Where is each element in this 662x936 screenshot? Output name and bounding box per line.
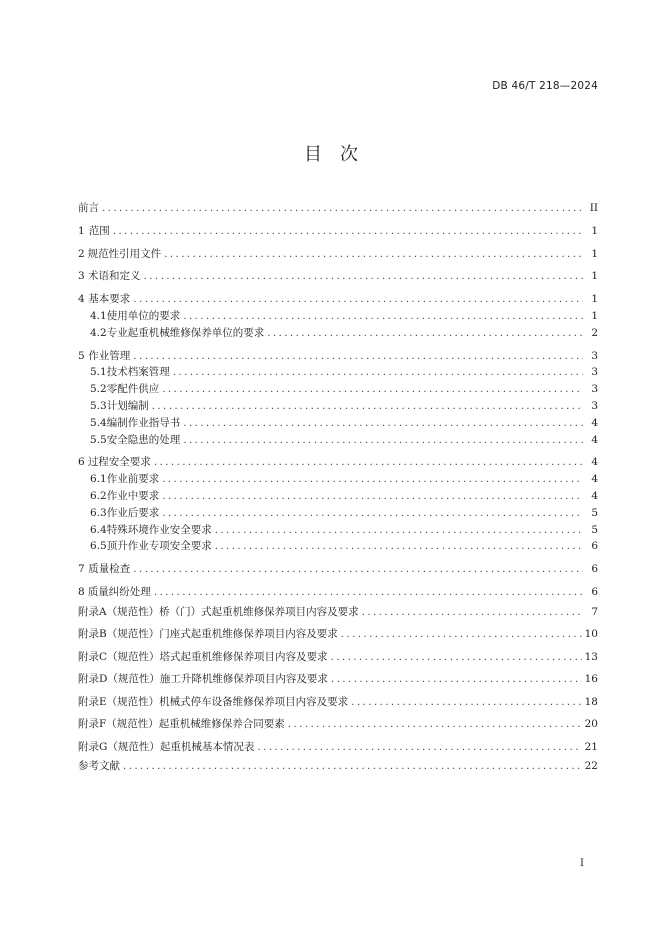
toc-entry-5[interactable]	[78, 348, 598, 365]
toc-entry-page: 7	[591, 605, 598, 618]
toc-entry-number: 6.1	[90, 473, 107, 486]
toc-entry-title: 作业管理	[88, 349, 131, 362]
toc-entry-number: 5.2	[90, 383, 107, 396]
leader-dots	[164, 246, 583, 263]
toc-entry-number: 附录G（规范性）	[78, 740, 160, 753]
toc-entry-number: 5.5	[90, 433, 107, 446]
toc-entry-4-1[interactable]	[78, 308, 598, 325]
toc-entry-number: 6.5	[90, 540, 107, 553]
table-of-contents	[78, 200, 598, 775]
toc-entry-4-2[interactable]	[78, 325, 598, 342]
leader-dots	[102, 200, 583, 217]
toc-entry-page: 4	[591, 489, 598, 502]
toc-entry-page: 3	[591, 366, 598, 379]
toc-entry-page: 3	[591, 399, 598, 412]
toc-entry-3[interactable]	[78, 268, 598, 285]
toc-entry-page: 4	[591, 433, 598, 446]
toc-entry-title: 作业中要求	[106, 489, 160, 502]
toc-entry-number: 6.3	[90, 506, 107, 519]
standard-code: DB 46/T 218—2024	[492, 80, 598, 92]
toc-entry-appendix-a[interactable]	[78, 601, 598, 624]
page-number: I	[580, 858, 584, 869]
toc-entry-number: 6.4	[90, 523, 107, 536]
toc-entry-title: 技术档案管理	[106, 366, 170, 379]
toc-entry-number: 4.2	[90, 326, 107, 339]
toc-entry-page: 1	[591, 309, 598, 322]
toc-entry-appendix-b[interactable]	[78, 623, 598, 646]
toc-entry-appendix-f[interactable]	[78, 713, 598, 736]
toc-entry-5-5[interactable]	[78, 432, 598, 449]
toc-entry-title: 塔式起重机维修保养项目内容及要求	[159, 650, 328, 663]
leader-dots	[183, 308, 583, 325]
toc-entry-6-2[interactable]	[78, 488, 598, 505]
toc-entry-title: 专业起重机械维修保养单位的要求	[106, 326, 265, 339]
toc-entry-page: 1	[591, 224, 598, 237]
leader-dots	[133, 348, 583, 365]
toc-entry-6-4[interactable]	[78, 522, 598, 539]
toc-entry-title: 安全隐患的处理	[106, 433, 181, 446]
leader-dots	[123, 758, 582, 775]
leader-dots	[162, 505, 583, 522]
toc-entry-page: 4	[591, 456, 598, 469]
toc-entry-title: 机械式停车设备维修保养项目内容及要求	[159, 695, 349, 708]
toc-entry-page: 1	[591, 270, 598, 283]
toc-entry-page: 21	[584, 740, 598, 753]
toc-entry-page: II	[589, 202, 598, 214]
leader-dots	[154, 584, 583, 601]
toc-entry-page: 2	[591, 326, 598, 339]
toc-entry-page: 18	[584, 695, 598, 708]
toc-entry-page: 4	[591, 473, 598, 486]
toc-entry-title: 编制作业指导书	[106, 416, 181, 429]
leader-dots	[331, 646, 582, 669]
toc-entry-page: 10	[584, 628, 598, 641]
toc-entry-number: 附录F（规范性）	[78, 718, 159, 731]
leader-dots	[162, 381, 583, 398]
toc-entry-5-2[interactable]	[78, 381, 598, 398]
toc-entry-page: 5	[591, 523, 598, 536]
toc-entry-number: 附录A（规范性）	[78, 605, 160, 618]
toc-entry-7[interactable]	[78, 561, 598, 578]
leader-dots	[257, 736, 581, 759]
toc-entry-appendix-e[interactable]	[78, 691, 598, 714]
toc-entry-page: 22	[584, 760, 598, 773]
toc-entry-page: 5	[591, 506, 598, 519]
toc-entry-appendix-c[interactable]	[78, 646, 598, 669]
toc-entry-page: 4	[591, 416, 598, 429]
toc-entry-number: 3	[78, 270, 85, 283]
toc-entry-title: 参考文献	[78, 760, 120, 773]
leader-dots	[133, 291, 583, 308]
leader-dots	[162, 471, 583, 488]
toc-entry-title: 施工升降机维修保养项目内容及要求	[159, 673, 328, 686]
toc-entry-6[interactable]	[78, 454, 598, 471]
toc-entry-page: 6	[591, 585, 598, 598]
toc-entry-page: 6	[591, 563, 598, 576]
toc-entry-title: 规范性引用文件	[87, 247, 162, 260]
toc-entry-title: 术语和定义	[88, 270, 141, 283]
toc-entry-5-1[interactable]	[78, 364, 598, 381]
toc-entry-2[interactable]	[78, 246, 598, 263]
toc-entry-page: 16	[584, 673, 598, 686]
leader-dots	[362, 601, 583, 624]
toc-entry-foreword[interactable]	[78, 200, 598, 217]
toc-entry-number: 5	[78, 349, 85, 362]
toc-entry-1[interactable]	[78, 223, 598, 240]
toc-entry-title: 前言	[78, 202, 99, 214]
leader-dots	[288, 713, 582, 736]
toc-entry-title: 作业后要求	[106, 506, 160, 519]
toc-entry-number: 附录D（规范性）	[78, 673, 160, 686]
toc-entry-5-3[interactable]	[78, 398, 598, 415]
toc-entry-6-1[interactable]	[78, 471, 598, 488]
leader-dots	[173, 364, 583, 381]
toc-entry-number: 附录B（规范性）	[78, 628, 160, 641]
toc-entry-6-3[interactable]	[78, 505, 598, 522]
toc-entry-title: 顶升作业专项安全要求	[106, 540, 212, 553]
toc-entry-title: 质量纠纷处理	[87, 585, 151, 598]
toc-entry-number: 7	[78, 563, 85, 576]
toc-entry-page: 1	[591, 247, 598, 260]
toc-entry-page: 3	[591, 349, 598, 362]
toc-entry-number: 5.3	[90, 399, 107, 412]
leader-dots	[162, 488, 583, 505]
toc-entry-5-4[interactable]	[78, 415, 598, 432]
toc-entry-page: 13	[584, 650, 598, 663]
toc-entry-title: 基本要求	[88, 293, 131, 306]
leader-dots	[113, 223, 583, 240]
toc-entry-title: 使用单位的要求	[106, 309, 181, 322]
toc-entry-title: 起重机械维修保养合同要素	[158, 718, 285, 731]
toc-entry-page: 3	[591, 383, 598, 396]
leader-dots	[183, 432, 583, 449]
leader-dots	[133, 561, 583, 578]
toc-entry-title: 计划编制	[106, 399, 149, 412]
toc-entry-title: 作业前要求	[106, 473, 160, 486]
toc-entry-number: 2	[78, 247, 85, 260]
toc-entry-page: 1	[591, 293, 598, 306]
toc-entry-page: 6	[591, 540, 598, 553]
leader-dots	[215, 522, 583, 539]
leader-dots	[152, 398, 583, 415]
toc-entry-title: 特殊环境作业安全要求	[106, 523, 212, 536]
leader-dots	[331, 668, 582, 691]
toc-entry-page: 20	[584, 718, 598, 731]
toc-entry-appendix-d[interactable]	[78, 668, 598, 691]
toc-entry-6-5[interactable]	[78, 538, 598, 555]
toc-entry-4[interactable]	[78, 291, 598, 308]
toc-entry-number: 附录E（规范性）	[78, 695, 160, 708]
toc-entry-number: 6	[78, 456, 85, 469]
leader-dots	[144, 268, 583, 285]
toc-entry-title: 零配件供应	[106, 383, 160, 396]
toc-title: 目 次	[304, 144, 358, 165]
toc-entry-number: 4.1	[90, 309, 107, 322]
toc-entry-number: 5.4	[90, 416, 107, 429]
toc-entry-number: 1	[78, 224, 85, 237]
leader-dots	[154, 454, 583, 471]
toc-entry-8[interactable]	[78, 584, 598, 601]
toc-entry-number: 5.1	[90, 366, 107, 379]
toc-entry-title: 门座式起重机维修保养项目内容及要求	[159, 628, 338, 641]
toc-entry-title: 起重机械基本情况表	[159, 740, 255, 753]
toc-entry-title: 范围	[88, 224, 110, 237]
toc-entry-number: 6.2	[90, 489, 107, 502]
toc-entry-number: 4	[78, 293, 85, 306]
toc-entry-appendix-g[interactable]	[78, 736, 598, 759]
leader-dots	[341, 623, 582, 646]
toc-entry-number: 附录C（规范性）	[78, 650, 160, 663]
toc-entry-title: 质量检查	[88, 563, 131, 576]
toc-entry-references[interactable]	[78, 758, 598, 775]
leader-dots	[183, 415, 583, 432]
leader-dots	[267, 325, 583, 342]
leader-dots	[351, 691, 581, 714]
toc-entry-title: 桥（门）式起重机维修保养项目内容及要求	[159, 605, 359, 618]
toc-entry-title: 过程安全要求	[87, 456, 151, 469]
toc-entry-number: 8	[78, 585, 85, 598]
leader-dots	[215, 538, 583, 555]
